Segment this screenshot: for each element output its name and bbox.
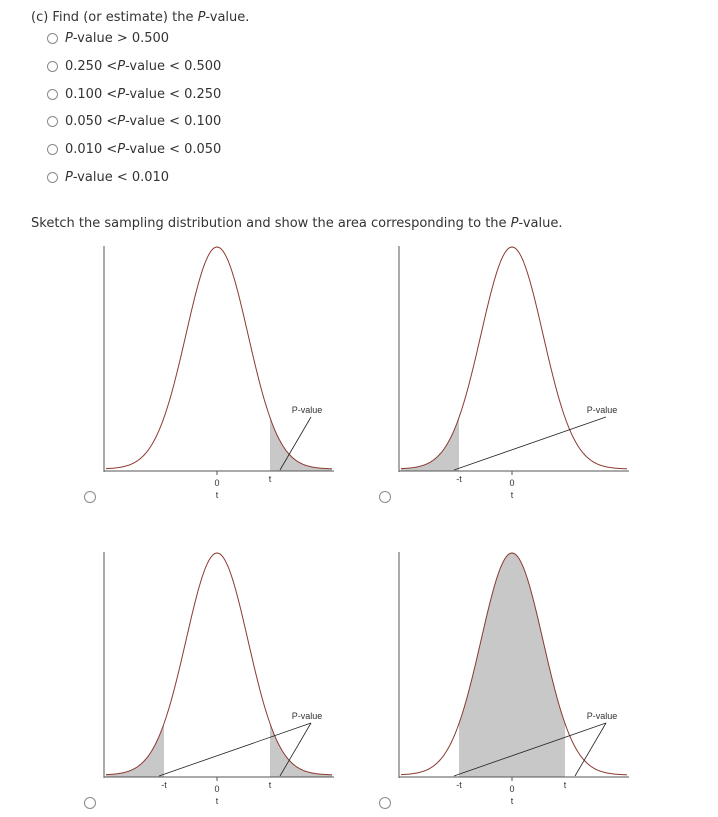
option-text: 0.250 < <box>65 58 118 74</box>
zero-label: 0 <box>214 478 220 488</box>
option-text: -value < 0.500 <box>125 58 222 74</box>
zero-label: 0 <box>509 784 515 794</box>
sketch-text: Sketch the sampling distribution and show the area corresponding to the <box>31 216 511 231</box>
option-text: -value < 0.010 <box>72 169 170 185</box>
t-value-label: t <box>268 474 272 484</box>
zero-label: 0 <box>509 478 515 488</box>
option-text: -value > 0.500 <box>72 30 170 46</box>
t-value-label: t <box>268 780 272 790</box>
option-text: -value < 0.250 <box>125 86 222 102</box>
neg-t-value-label: -t <box>456 780 462 790</box>
axis-t-label: t <box>510 796 514 806</box>
graph-radio-middle[interactable] <box>379 797 391 809</box>
graph-radio-two-tail[interactable] <box>84 797 96 809</box>
option-text: 0.100 < <box>65 86 118 102</box>
shaded-area <box>401 418 459 472</box>
option-text: 0.050 < <box>65 113 118 129</box>
pvalue-label: P-value <box>586 711 618 721</box>
option-var: P <box>117 141 126 157</box>
neg-t-value-label: -t <box>161 780 167 790</box>
question-text: (c) Find (or estimate) the <box>31 10 198 25</box>
graph-radio-left-tail[interactable] <box>379 491 391 503</box>
option-var: P <box>65 30 73 46</box>
option-var: P <box>117 58 126 74</box>
density-curve <box>106 553 332 775</box>
sketch-var: P <box>510 216 519 231</box>
sketch-text-rest: -value. <box>518 216 563 231</box>
axis-t-label: t <box>510 490 514 500</box>
graph-radio-right-tail[interactable] <box>84 491 96 503</box>
zero-label: 0 <box>214 784 220 794</box>
option-var: P <box>117 86 126 102</box>
density-curve <box>106 247 332 469</box>
axis-t-label: t <box>215 490 219 500</box>
option-var: P <box>65 169 73 185</box>
pvalue-label: P-value <box>586 405 618 415</box>
pvalue-pointer <box>575 723 606 776</box>
neg-t-value-label: -t <box>456 474 462 484</box>
option-text: 0.010 < <box>65 141 118 157</box>
option-var: P <box>117 113 126 129</box>
pvalue-label: P-value <box>291 711 323 721</box>
option-text: -value < 0.100 <box>125 113 222 129</box>
pvalue-pointer <box>454 417 606 470</box>
t-value-label: t <box>563 780 567 790</box>
option-text: -value < 0.050 <box>125 141 222 157</box>
axis-t-label: t <box>215 796 219 806</box>
density-curve <box>401 247 627 469</box>
shaded-area <box>106 724 164 778</box>
pvalue-label: P-value <box>291 405 323 415</box>
question-text-rest: -value. <box>205 10 250 25</box>
question-var: P <box>197 10 206 25</box>
